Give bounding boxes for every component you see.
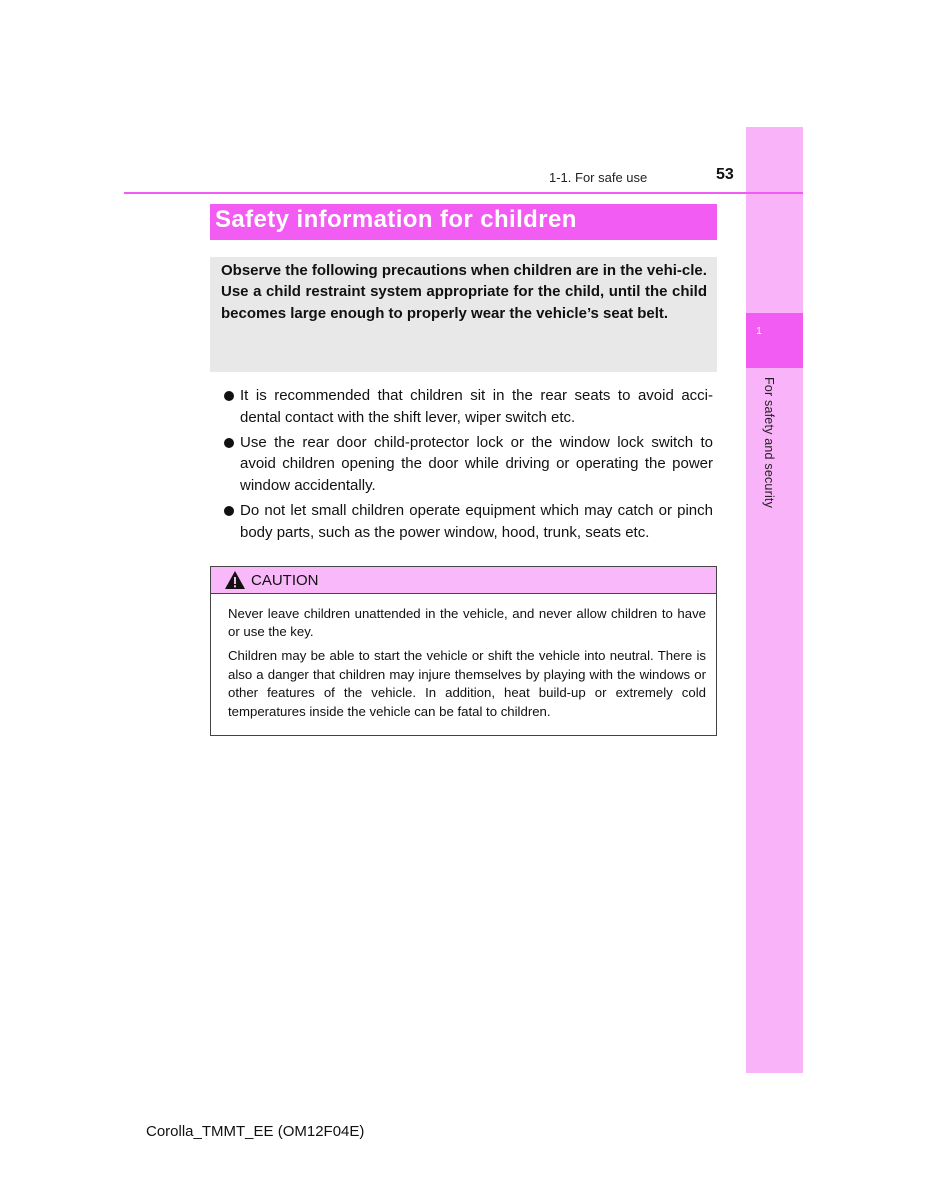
bullet-icon	[224, 391, 234, 401]
bullet-icon	[224, 438, 234, 448]
list-item	[222, 500, 713, 543]
list-item	[222, 385, 713, 428]
caution-paragraph: Children may be able to start the vehicle or shift the vehicle into neutral. There is also a danger that children may injure themselves by playing with the windows or other features of the vehicle. In addition, heat build-up or extremely cold temperatures inside the vehicle can be fatal to children.	[228, 648, 706, 719]
list-item-text: Use the rear door child-protector lock or the window lock switch to avoid children opening the door while driving or operating the power window accidentally.	[240, 433, 713, 494]
list-item	[222, 432, 713, 497]
warning-triangle-icon	[224, 570, 246, 590]
summary-box	[210, 257, 717, 372]
precaution-list	[222, 385, 713, 547]
page-title: Safety information for children	[215, 206, 577, 233]
caution-body	[211, 594, 716, 721]
caution-box	[210, 566, 717, 736]
footer-model-code: Corolla_TMMT_EE (OM12F04E)	[146, 1123, 365, 1140]
caution-header	[211, 567, 716, 594]
list-item-text: Do not let small children operate equipment which may catch or pinch body parts, such as the power window, hood, trunk, seats etc.	[240, 501, 713, 541]
summary-line: Observe the following precautions when children are in the vehi-cle.	[221, 262, 707, 279]
chapter-side-tab	[746, 127, 803, 1073]
section-reference: 1-1. For safe use	[549, 170, 648, 185]
list-item-text: It is recommended that children sit in the rear seats to avoid acci-dental contact with the shift lever, wiper switch etc.	[240, 387, 713, 426]
header-divider	[124, 192, 803, 194]
caution-label: CAUTION	[251, 571, 319, 589]
summary-line: Use a child restraint system appropriate for the child, until the child becomes large enough to properly wear the vehicle’s seat belt.	[221, 283, 707, 322]
caution-paragraph: Never leave children unattended in the vehicle, and never allow children to have or use the key.	[228, 606, 706, 640]
page-number: 53	[716, 166, 734, 183]
bullet-icon	[224, 506, 234, 516]
chapter-label: For safety and security	[762, 377, 776, 509]
chapter-number: 1	[756, 326, 762, 337]
section-title-bar	[210, 204, 717, 240]
chapter-tab-active[interactable]	[746, 313, 803, 368]
